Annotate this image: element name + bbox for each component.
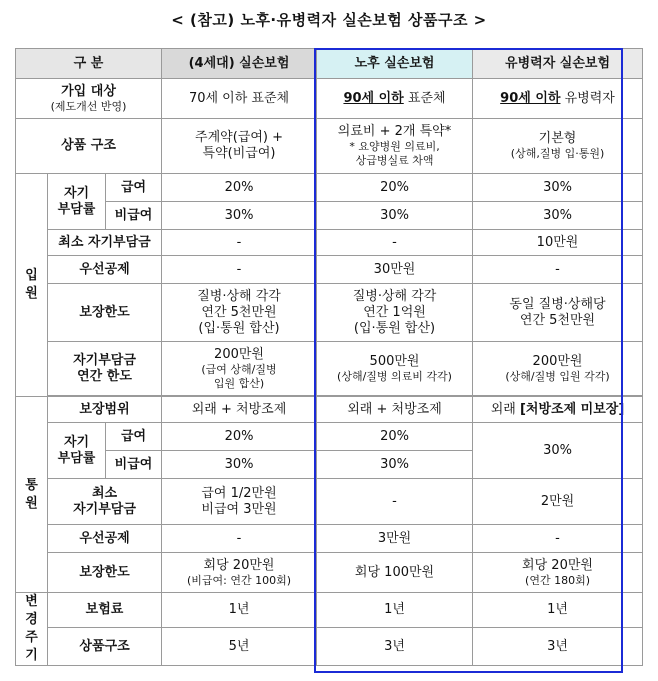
outpatient-selfpay-preexisting: 30% <box>473 423 643 479</box>
label-inpatient-covered: 급여 <box>106 174 162 202</box>
inpatient-deduct-senior: 30만원 <box>317 256 473 284</box>
inpatient-limit-senior: 질병·상해 각각 연간 1억원 (입·통원 합산) <box>317 284 473 342</box>
cycle-premium-preexisting: 1년 <box>473 593 643 628</box>
eligibility-senior: 90세 이하 표준체 <box>317 79 473 119</box>
label-outpatient-selfpay: 자기 부담률 <box>48 423 106 479</box>
label-inpatient-selfpay: 자기 부담률 <box>48 174 106 230</box>
section-inpatient: 입 원 <box>16 174 48 397</box>
row-inpatient-covered <box>16 174 643 202</box>
structure-senior: 의료비 + 2개 특약* * 요양병원 의료비, 상급병실료 차액 <box>317 119 473 174</box>
label-outpatient-scope: 보장범위 <box>48 397 162 423</box>
comparison-table-wrapper <box>15 48 642 666</box>
header-gubun: 구 분 <box>16 49 162 79</box>
structure-preexisting: 기본형 (상해,질병 입·통원) <box>473 119 643 174</box>
inpatient-deduct-4th-gen: - <box>162 256 317 284</box>
row-outpatient-min <box>16 479 643 525</box>
inpatient-noncovered-4th-gen: 30% <box>162 202 317 230</box>
inpatient-noncovered-preexisting: 30% <box>473 202 643 230</box>
outpatient-scope-preexisting: 외래 [처방조제 미보장] <box>473 397 643 423</box>
label-outpatient-min: 최소 자기부담금 <box>48 479 162 525</box>
label-inpatient-noncovered: 비급여 <box>106 202 162 230</box>
inpatient-covered-preexisting: 30% <box>473 174 643 202</box>
row-outpatient-limit <box>16 553 643 593</box>
page-title: < (참고) 노후·유병력자 실손보험 상품구조 > <box>171 11 487 29</box>
row-inpatient-limit <box>16 284 643 342</box>
outpatient-limit-senior: 회당 100만원 <box>317 553 473 593</box>
row-inpatient-annual <box>16 342 643 396</box>
label-inpatient-limit: 보장한도 <box>48 284 162 342</box>
label-outpatient-deduct: 우선공제 <box>48 525 162 553</box>
eligibility-4th-gen: 70세 이하 표준체 <box>162 79 317 119</box>
outpatient-covered-4th-gen: 20% <box>162 423 317 451</box>
outpatient-limit-4th-gen: 회당 20만원 (비급여: 연간 100회) <box>162 553 317 593</box>
header-4th-gen: (4세대) 실손보험 <box>162 49 317 79</box>
outpatient-min-preexisting: 2만원 <box>473 479 643 525</box>
inpatient-annual-4th-gen: 200만원 (급여 상해/질병 입원 합산) <box>162 342 317 396</box>
cycle-structure-4th-gen: 5년 <box>162 628 317 666</box>
inpatient-min-senior: - <box>317 230 473 256</box>
structure-4th-gen: 주계약(급여) + 특약(비급여) <box>162 119 317 174</box>
row-inpatient-noncovered <box>16 202 643 230</box>
label-outpatient-covered: 급여 <box>106 423 162 451</box>
row-inpatient-deduct <box>16 256 643 284</box>
row-outpatient-covered <box>16 423 643 451</box>
label-cycle-structure: 상품구조 <box>48 628 162 666</box>
cycle-structure-senior: 3년 <box>317 628 473 666</box>
outpatient-deduct-preexisting: - <box>473 525 643 553</box>
comparison-table <box>15 48 643 666</box>
label-outpatient-noncovered: 비급여 <box>106 451 162 479</box>
inpatient-limit-4th-gen: 질병·상해 각각 연간 5천만원 (입·통원 합산) <box>162 284 317 342</box>
label-inpatient-min: 최소 자기부담금 <box>48 230 162 256</box>
outpatient-noncovered-4th-gen: 30% <box>162 451 317 479</box>
outpatient-scope-4th-gen: 외래 + 처방조제 <box>162 397 317 423</box>
cycle-premium-4th-gen: 1년 <box>162 593 317 628</box>
section-cycle: 변 경 주 기 <box>16 593 48 666</box>
row-outpatient-scope <box>16 397 643 423</box>
row-outpatient-deduct <box>16 525 643 553</box>
inpatient-min-4th-gen: - <box>162 230 317 256</box>
row-cycle-premium <box>16 593 643 628</box>
inpatient-deduct-preexisting: - <box>473 256 643 284</box>
inpatient-limit-preexisting: 동일 질병·상해당 연간 5천만원 <box>473 284 643 342</box>
outpatient-deduct-senior: 3만원 <box>317 525 473 553</box>
label-inpatient-annual: 자기부담금 연간 한도 <box>48 342 162 396</box>
section-outpatient: 통 원 <box>16 397 48 593</box>
inpatient-annual-preexisting: 200만원 (상해/질병 입원 각각) <box>473 342 643 396</box>
inpatient-min-preexisting: 10만원 <box>473 230 643 256</box>
header-preexisting: 유병력자 실손보험 <box>473 49 643 79</box>
inpatient-covered-senior: 20% <box>317 174 473 202</box>
outpatient-deduct-4th-gen: - <box>162 525 317 553</box>
label-inpatient-deduct: 우선공제 <box>48 256 162 284</box>
header-row <box>16 49 643 79</box>
outpatient-noncovered-senior: 30% <box>317 451 473 479</box>
row-eligibility <box>16 79 643 119</box>
inpatient-covered-4th-gen: 20% <box>162 174 317 202</box>
inpatient-annual-senior: 500만원 (상해/질병 의료비 각각) <box>317 342 473 396</box>
label-outpatient-limit: 보장한도 <box>48 553 162 593</box>
row-structure <box>16 119 643 174</box>
eligibility-preexisting: 90세 이하 유병력자 <box>473 79 643 119</box>
cycle-premium-senior: 1년 <box>317 593 473 628</box>
cycle-structure-preexisting: 3년 <box>473 628 643 666</box>
inpatient-noncovered-senior: 30% <box>317 202 473 230</box>
outpatient-limit-preexisting: 회당 20만원 (연간 180회) <box>473 553 643 593</box>
row-inpatient-min <box>16 230 643 256</box>
outpatient-covered-senior: 20% <box>317 423 473 451</box>
outpatient-min-4th-gen: 급여 1/2만원 비급여 3만원 <box>162 479 317 525</box>
label-structure: 상품 구조 <box>16 119 162 174</box>
label-eligibility: 가입 대상 (제도개선 반영) <box>16 79 162 119</box>
label-cycle-premium: 보험료 <box>48 593 162 628</box>
header-senior: 노후 실손보험 <box>317 49 473 79</box>
outpatient-scope-senior: 외래 + 처방조제 <box>317 397 473 423</box>
row-cycle-structure <box>16 628 643 666</box>
outpatient-min-senior: - <box>317 479 473 525</box>
